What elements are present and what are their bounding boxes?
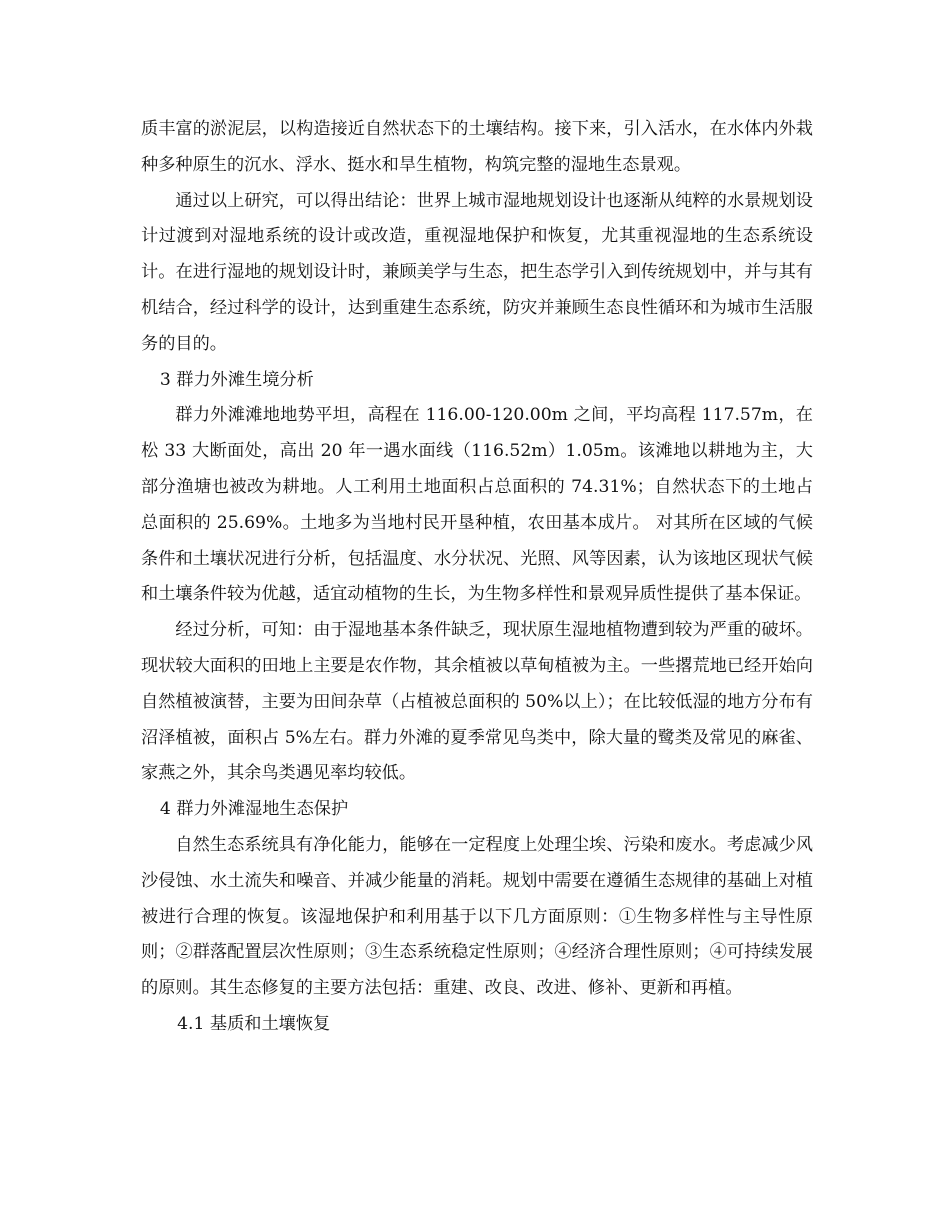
paragraph-habitat-terrain: 群力外滩滩地地势平坦，高程在 116.00-120.00m 之间，平均高程 117.57m，在松 33 大断面处，高出 20 年一遇水面线（116.52m）1.05m。该滩地以耕地为主，大部分渔塘也被改为耕地。人工利用土地面积占总面积的 74.31%；自然状态下的土地占总面积的 25.69%。土地多为当地村民开垦种植，农田基本成片。 对其所在区域的气候条件和土壤状况进行分析，包括温度、水分状况、光照、风等因素，认为该地区现状气候和土壤条件较为优越，适宜动植物的生长，为生物多样性和景观异质性提供了基本保证。 [141, 405, 813, 605]
paragraph-protection-principles: 自然生态系统具有净化能力，能够在一定程度上处理尘埃、污染和废水。考虑减少风沙侵蚀、水土流失和噪音、并减少能量的消耗。规划中需要在遵循生态规律的基础上对植被进行合理的恢复。该湿地保护和利用基于以下几方面原则：①生物多样性与主导性原则；②群落配置层次性原则；③生态系统稳定性原则；④经济合理性原则；④可持续发展的原则。其生态修复的主要方法包括：重建、改良、改进、修补、更新和再植。 [141, 834, 813, 999]
document-body [141, 112, 813, 1043]
paragraph-conclusion: 通过以上研究，可以得出结论：世界上城市湿地规划设计也逐渐从纯粹的水景规划设计过渡到对湿地系统的设计或改造，重视湿地保护和恢复，尤其重视湿地的生态系统设计。在进行湿地的规划设计时，兼顾美学与生态，把生态学引入到传统规划中，并与其有机结合，经过科学的设计，达到重建生态系统，防灾并兼顾生态良性循环和为城市生活服务的目的。 [141, 190, 813, 354]
paragraph-habitat-analysis: 经过分析，可知：由于湿地基本条件缺乏，现状原生湿地植物遭到较为严重的破坏。现状较大面积的田地上主要是农作物，其余植被以草甸植被为主。一些撂荒地已经开始向自然植被演替，主要为田间杂草（占植被总面积的 50%以上）；在比较低湿的地方分布有沼泽植被，面积占 5%左右。群力外滩的夏季常见鸟类中，除大量的鹭类及常见的麻雀、家燕之外，其余鸟类遇见率均较低。 [141, 620, 813, 784]
section-heading-4: 4 群力外滩湿地生态保护 [159, 799, 349, 820]
section-heading-3: 3 群力外滩生境分析 [159, 369, 314, 390]
paragraph-continued: 质丰富的淤泥层，以构造接近自然状态下的土壤结构。接下来，引入活水，在水体内外栽种多种原生的沉水、浮水、挺水和旱生植物，构筑完整的湿地生态景观。 [141, 119, 813, 175]
subsection-heading-4-1: 4.1 基质和土壤恢复 [177, 1013, 331, 1034]
